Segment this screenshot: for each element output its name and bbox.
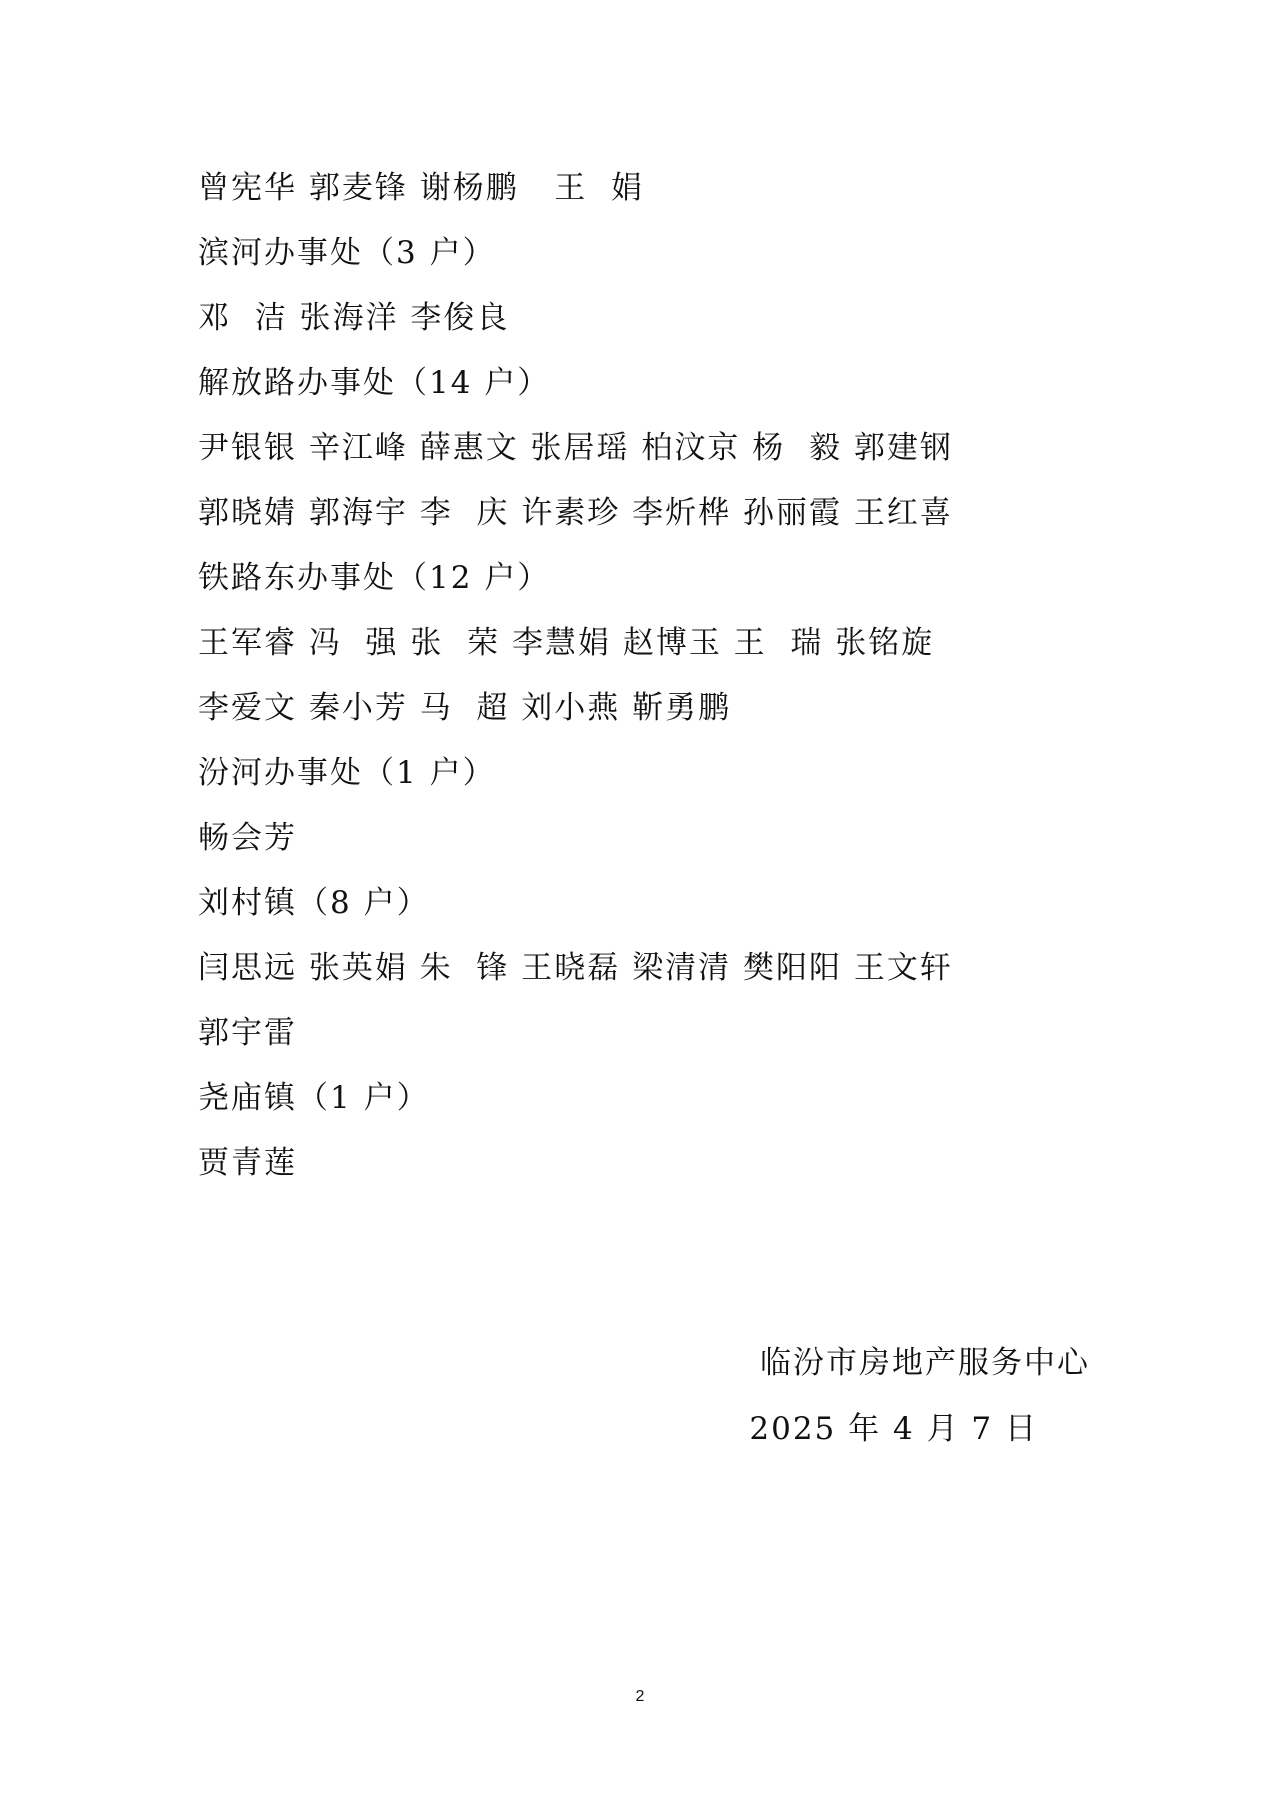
name-list-line: 邓 洁 张海洋 李俊良	[198, 300, 510, 336]
district-heading-liucun: 刘村镇（8 户）	[198, 885, 430, 921]
signature-block	[749, 1330, 1090, 1462]
page-number: 2	[635, 1688, 645, 1705]
district-heading-jiefanglu: 解放路办事处（14 户）	[198, 365, 551, 401]
name-list-line: 畅会芳	[198, 820, 297, 856]
name-list-line: 郭宇雷	[198, 1015, 297, 1051]
name-list-line: 闫思远 张英娟 朱 锋 王晓磊 梁清清 樊阳阳 王文轩	[198, 950, 953, 986]
name-list-line: 贾青莲	[198, 1145, 297, 1181]
issuing-organization: 临汾市房地产服务中心	[760, 1345, 1090, 1381]
name-list-line: 郭晓婧 郭海宇 李 庆 许素珍 李炘桦 孙丽霞 王红喜	[198, 495, 953, 531]
name-list-line: 王军睿 冯 强 张 荣 李慧娟 赵博玉 王 瑞 张铭旋	[198, 625, 935, 661]
name-list-line: 李爱文 秦小芳 马 超 刘小燕 靳勇鹏	[198, 690, 732, 726]
district-heading-fenhe: 汾河办事处（1 户）	[198, 755, 496, 791]
district-heading-yaomiao: 尧庙镇（1 户）	[198, 1080, 430, 1116]
district-heading-tieludong: 铁路东办事处（12 户）	[198, 560, 551, 596]
district-heading-binhe: 滨河办事处（3 户）	[198, 235, 496, 271]
name-list-line: 尹银银 辛江峰 薛惠文 张居瑶 柏汶京 杨 毅 郭建钢	[198, 430, 953, 466]
issue-date: 2025 年 4 月 7 日	[749, 1411, 1038, 1447]
document-body	[198, 156, 1098, 1196]
name-list-line: 曾宪华 郭麦锋 谢杨鹏 王 娟	[198, 170, 644, 206]
